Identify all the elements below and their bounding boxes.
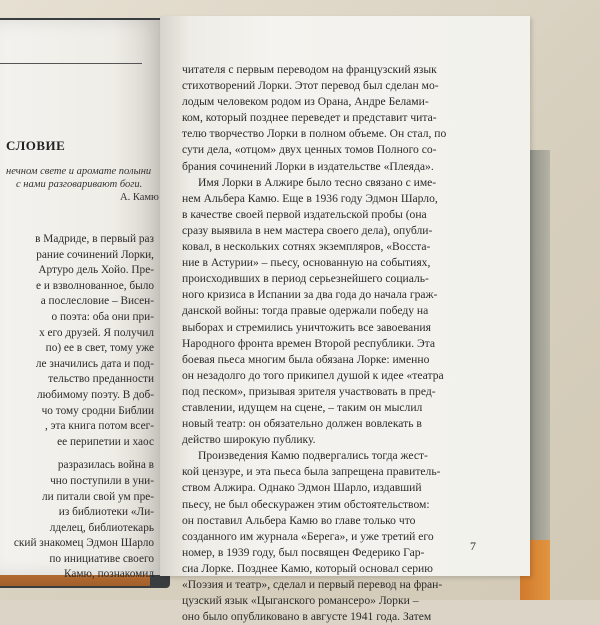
text-line: ский знакомец Эдмон Шарло (13, 537, 154, 550)
text-line: в качестве своей первой издательской пробы (она (182, 207, 427, 221)
text-line: ством Алжира. Однако Эдмон Шарло, издавший (182, 481, 422, 495)
text-line: цузский язык «Цыганского романсеро» Лорки – (182, 594, 419, 608)
text-line: брания сочинений Лорки в издательстве «Плеяда». (182, 159, 434, 173)
text-line: сиа Лорке. Позднее Камю, который основал серию (182, 561, 433, 575)
text-line: ставлении, идущем на сцене, – таким он мыслил (182, 400, 423, 414)
book-cover-right (528, 150, 550, 590)
text-line: е и взволнованное, было (36, 279, 154, 292)
text-line: под песком», призывая зрителя участвовать в пред- (182, 384, 436, 398)
text-line: ее перипетии и хаос (57, 435, 154, 448)
text-line: Артуро дель Хойо. Пре- (38, 264, 154, 277)
text-line: новый театр: он обязательно должен вовлекать в (182, 417, 422, 431)
right-page (160, 16, 530, 624)
text-line: кой цензуре, и эта пьеса была запрещена правитель- (182, 465, 441, 479)
text-line: действо широкую публику. (182, 433, 316, 447)
text-line: лделец, библиотекарь (49, 521, 154, 534)
left-page-rule (0, 63, 142, 64)
text-line: происходивших в период серьезнейшего социаль- (182, 272, 429, 286)
text-line: ком, который позднее переведет и представит чита- (182, 111, 437, 125)
text-line: сразу выявила в нем мастера своего дела), опубли- (182, 223, 433, 237)
text-line: чо тому сродни Библии (41, 404, 154, 417)
text-line: телю творчество Лорки в полном объеме. Он стал, по (182, 127, 447, 141)
epigraph (6, 165, 156, 191)
left-page-body (0, 232, 160, 583)
text-line: Имя Лорки в Алжире было тесно связано с име- (198, 175, 437, 189)
page-number: 7 (470, 539, 476, 553)
text-line: он незадолго до того прикипел душой к идее «театра (182, 368, 444, 382)
text-line: из библиотеки «Ли- (58, 506, 154, 519)
text-line: «Поэзия и театр», сделал и первый перевод на фран- (182, 578, 443, 591)
text-line: созданного им журнала «Берега», и уже третий его (182, 529, 434, 543)
text-line: оно было опубликовано в августе 1941 года. Затем (182, 610, 432, 624)
text-line: по) ее в свет, тому уже (45, 342, 154, 355)
text-line: ле значились дата и под- (35, 357, 154, 370)
epigraph-author: А. Камю (120, 192, 159, 203)
text-line: нем Альбера Камю. Еще в 1936 году Эдмон Шарло, (182, 191, 438, 205)
text-line: сути дела, «отцом» двух ценных томов Полного со- (182, 143, 437, 157)
text-line: стихотворений Лорки. Этот перевод был сделан мо- (182, 79, 439, 93)
text-line: любимому поэту. В доб- (37, 388, 154, 401)
text-line: пьесу, не был обескуражен этим обстоятельством: (182, 497, 430, 511)
text-line: ковал, в нескольких сотнях экземпляров, «Восста- (182, 240, 431, 254)
text-line: х его друзей. Я получил (39, 326, 154, 339)
text-line: номер, в 1939 году, был посвящен Федерико Гар- (182, 545, 425, 559)
text-line: а послесловие – Висен- (40, 295, 154, 308)
epigraph-line: с нами разговаривают боги. (16, 179, 143, 190)
text-line: данской войны: тогда правые одержали победу на (182, 304, 429, 318)
text-line: , эта книга потом всег- (44, 420, 154, 433)
text-line: чно поступили в уни- (50, 474, 154, 487)
text-line: выборах и стремились уничтожить все завоевания (182, 320, 431, 334)
text-line: Камю, познакомил (63, 568, 154, 581)
left-page-heading: СЛОВИЕ (6, 138, 66, 153)
text-line: по инициативе своего (49, 552, 154, 565)
text-line: разразилась война в (57, 459, 154, 472)
text-line: тельство преданности (48, 373, 154, 386)
text-line: лодым человеком родом из Орана, Андре Белами- (182, 95, 429, 109)
text-line: он поставил Альбера Камю во главе только что (182, 513, 416, 527)
text-line: ного кризиса в Испании за два года до начала граж- (182, 288, 438, 302)
paragraph-gap (0, 450, 160, 458)
text-line: Народного фронта времен Второй республики. Эта (182, 336, 436, 350)
text-line: о поэта: оба они при- (51, 310, 154, 323)
epigraph-line: нечном свете и аромате полыни (6, 166, 152, 177)
right-page-body (182, 62, 512, 625)
text-line: рание сочинений Лорки, (36, 248, 154, 261)
text-line: ли питали свой ум пре- (41, 490, 154, 503)
left-page (0, 20, 162, 581)
text-line: Произведения Камю подвергались тогда жест- (198, 449, 428, 463)
text-line: боевая пьеса многим была обязана Лорке: именно (182, 352, 430, 366)
text-line: ние в Астурии» – пьесу, основанную на событиях, (182, 256, 431, 270)
text-line: читателя с первым переводом на французский язык (182, 63, 437, 76)
text-line: в Мадриде, в первый раз (35, 233, 154, 245)
